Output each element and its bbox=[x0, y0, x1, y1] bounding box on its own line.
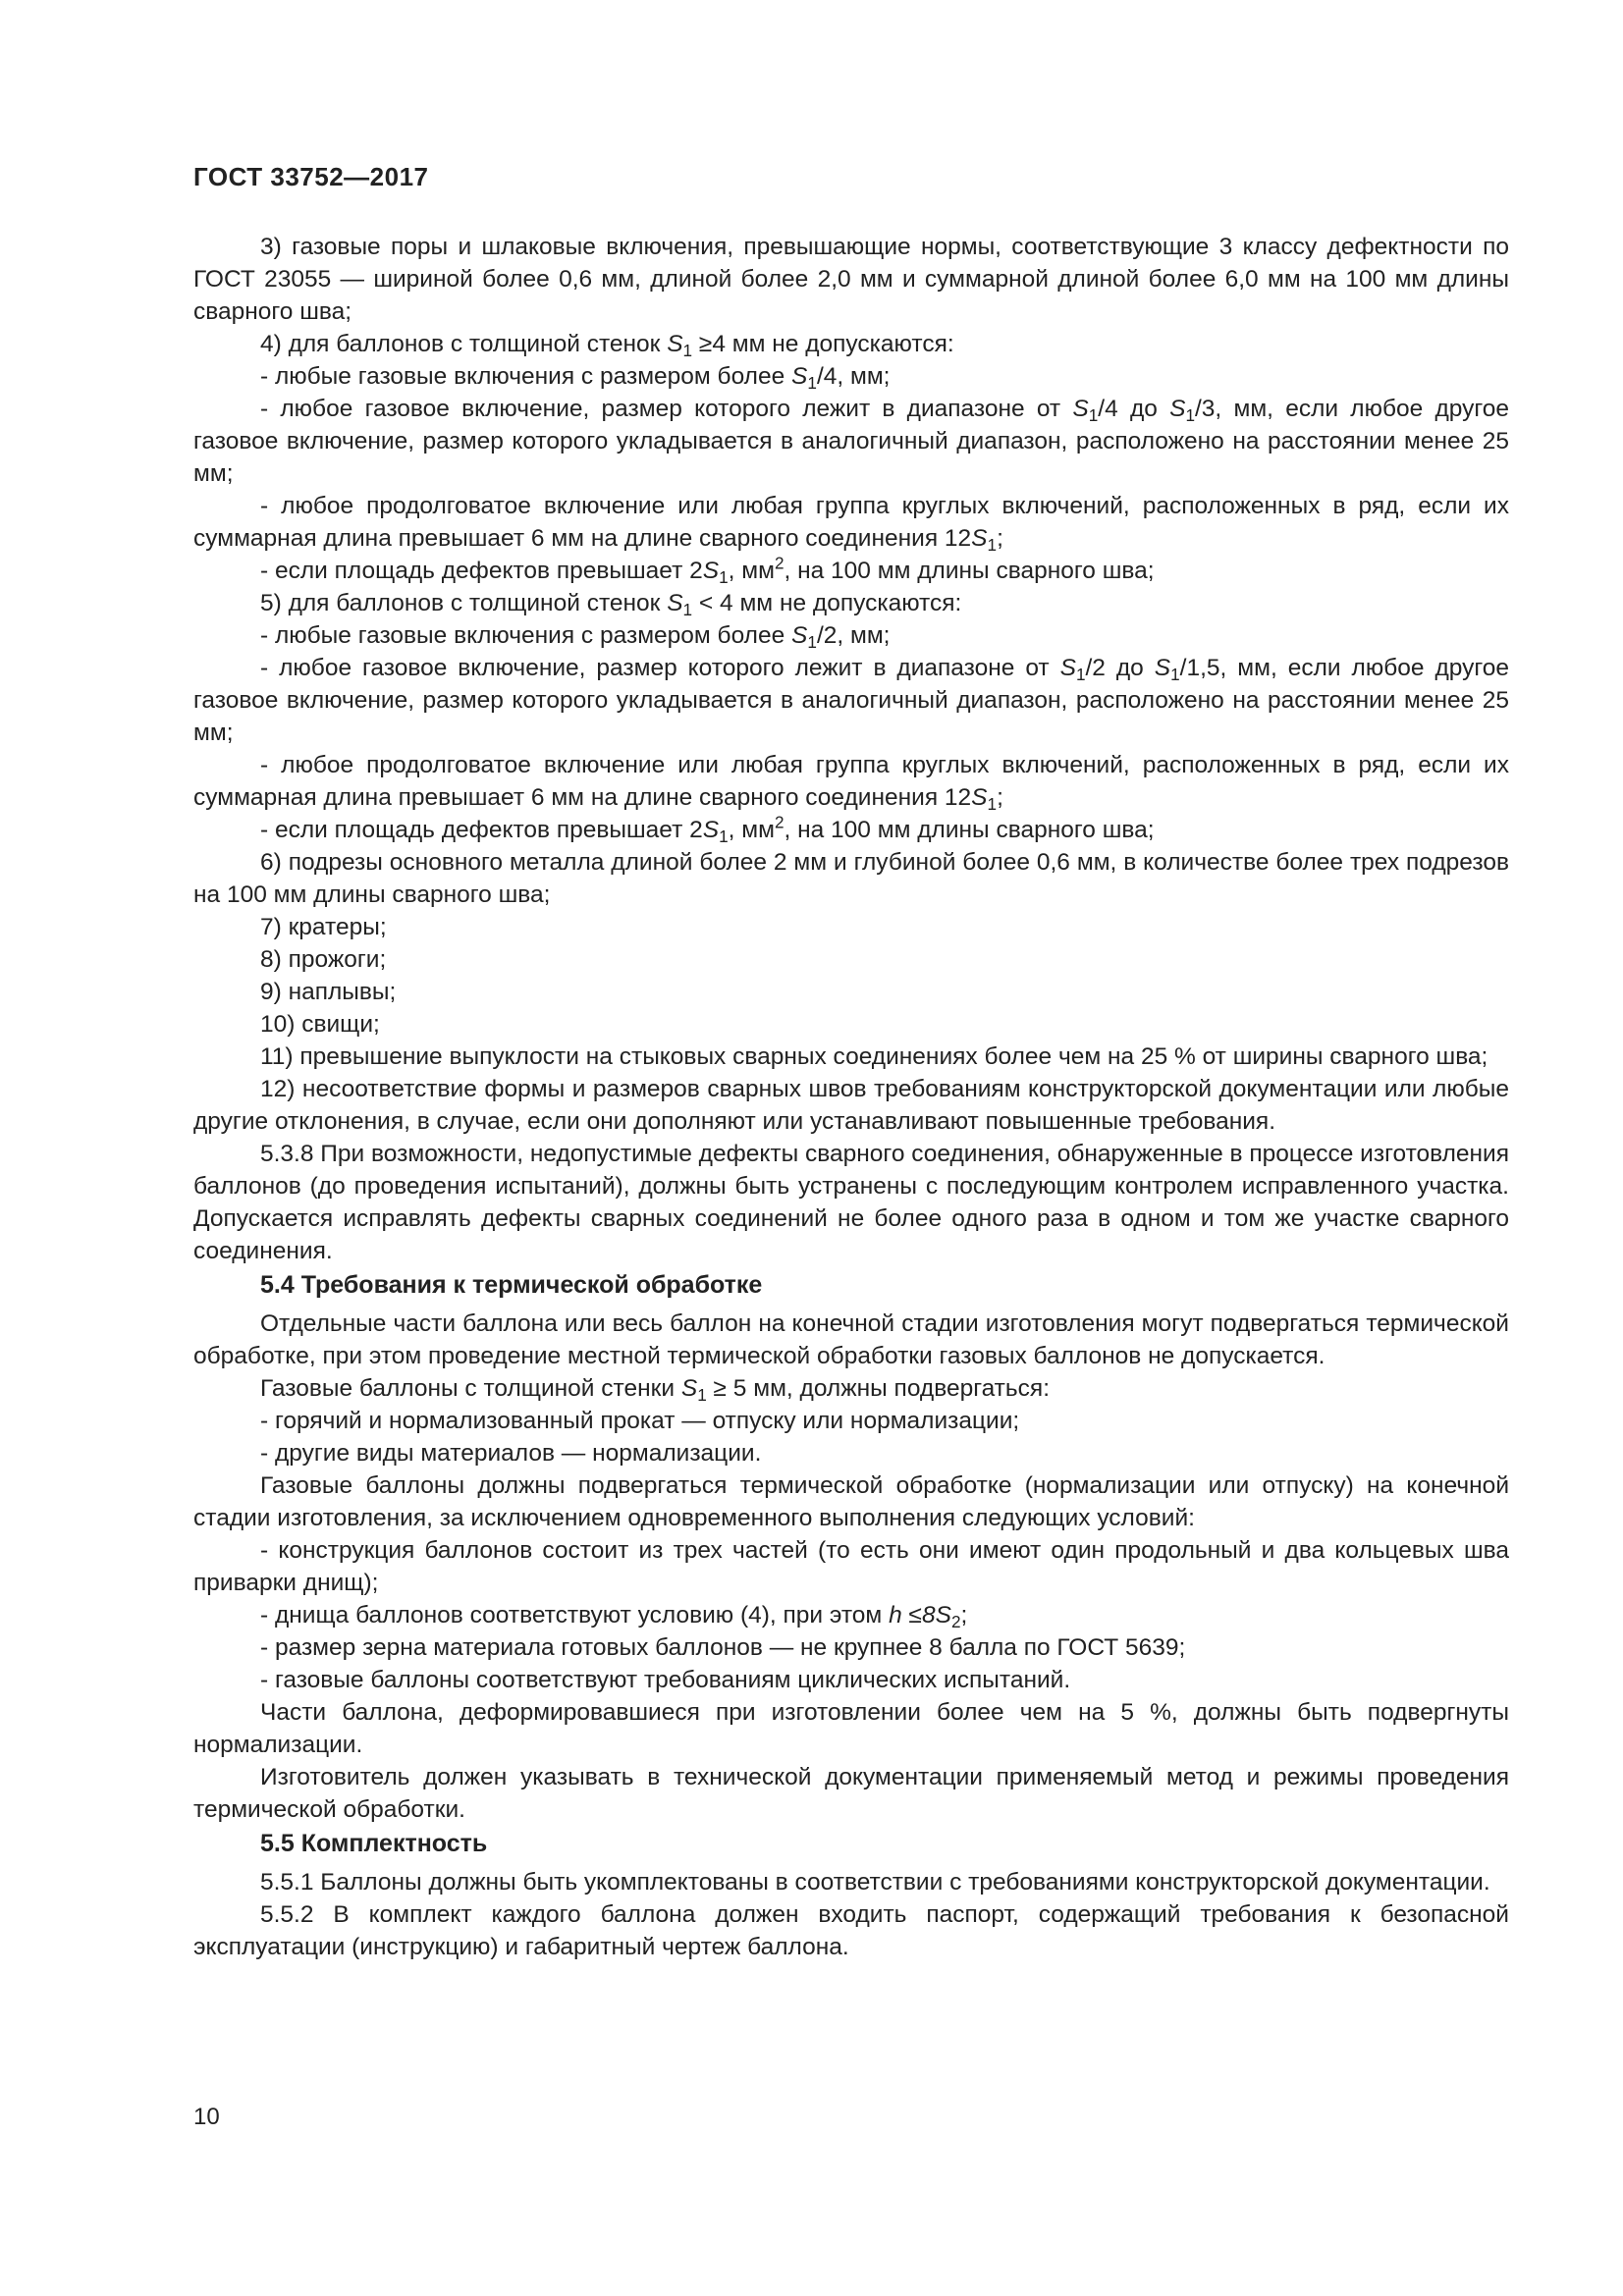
paragraph: 5.5.1 Баллоны должны быть укомплектованы в соответствии с требованиями конструкторской документации. bbox=[260, 1869, 1490, 1896]
paragraph: Газовые баллоны должны подвергаться термической обработке (нормализации или отпуску) на конечной стадии изготовления, за исключением одновременного выполнения следующих условий: bbox=[193, 1472, 1509, 1531]
paragraph: 5) для баллонов с толщиной стенок $S_1 < 4$ мм не допускаются: bbox=[260, 590, 962, 620]
list-item: - если площадь дефектов превышает $2S_1$, $мм^2$, на 100 мм длины сварного шва; bbox=[260, 812, 1155, 847]
paragraph: 11) превышение выпуклости на стыковых сварных соединениях более чем на 25 % от ширины сварного шва; bbox=[260, 1043, 1488, 1070]
page-number: 10 bbox=[193, 2104, 220, 2130]
list-item: - горячий и нормализованный прокат — отпуску или нормализации; bbox=[260, 1408, 1020, 1434]
paragraph: Отдельные части баллона или весь баллон на конечной стадии изготовления могут подвергаться термической обработке, при этом проведение местной термической обработки газовых баллонов не допускается. bbox=[193, 1310, 1509, 1369]
paragraph: 12) несоответствие формы и размеров сварных швов требованиям конструкторской документации или любые другие отклонения, в случае, если они дополняют или устанавливают повышенные требования. bbox=[193, 1076, 1509, 1135]
document-code-header: ГОСТ 33752—2017 bbox=[193, 162, 429, 191]
section-heading-5-4: 5.4 Требования к термической обработке bbox=[260, 1271, 763, 1299]
list-item: - любые газовые включения с размером более $S_1/2$, мм; bbox=[260, 622, 891, 653]
list-item: - днища баллонов соответствуют условию (4), при этом $h \le 8S_2$; bbox=[260, 1602, 968, 1632]
list-item: 8) прожоги; bbox=[260, 946, 387, 973]
list-item: - любое газовое включение, размер которого лежит в диапазоне от $S_1/2$ до $S_1/1,5$, мм, если любое другое газовое включение, размер которого укладывается в аналогичный диапазон, расположено на расстоянии менее 25 мм; bbox=[193, 655, 1509, 746]
list-item: - газовые баллоны соответствуют требованиям циклических испытаний. bbox=[260, 1667, 1071, 1693]
document-body bbox=[193, 231, 1509, 1963]
list-item: - другие виды материалов — нормализации. bbox=[260, 1440, 762, 1467]
paragraph: 4) для баллонов с толщиной стенок $S_1 \ge 4$ мм не допускаются: bbox=[260, 331, 954, 361]
list-item: - размер зерна материала готовых баллонов — не крупнее 8 балла по ГОСТ 5639; bbox=[260, 1634, 1186, 1661]
list-item: 7) кратеры; bbox=[260, 914, 387, 940]
paragraph: Газовые баллоны с толщиной стенки $S_1 \ge 5$ мм, должны подвергаться: bbox=[260, 1375, 1050, 1406]
list-item: - конструкция баллонов состоит из трех частей (то есть они имеют один продольный и два кольцевых шва приварки днищ); bbox=[193, 1537, 1509, 1596]
list-item: - любое продолговатое включение или любая группа круглых включений, расположенных в ряд, если их суммарная длина превышает 6 мм на длине сварного соединения $12S_1$; bbox=[193, 752, 1509, 815]
list-item: - если площадь дефектов превышает $2S_1$, $мм^2$, на 100 мм длины сварного шва; bbox=[260, 553, 1155, 588]
paragraph: Изготовитель должен указывать в технической документации применяемый метод и режимы проведения термической обработки. bbox=[193, 1764, 1509, 1823]
list-item: 9) наплывы; bbox=[260, 979, 397, 1005]
paragraph: 6) подрезы основного металла длиной более 2 мм и глубиной более 0,6 мм, в количестве более трех подрезов на 100 мм длины сварного шва; bbox=[193, 849, 1509, 908]
list-item: - любые газовые включения с размером более $S_1/4$, мм; bbox=[260, 363, 891, 394]
list-item: - любое продолговатое включение или любая группа круглых включений, расположенных в ряд, если их суммарная длина превышает 6 мм на длине сварного соединения $12S_1$; bbox=[193, 493, 1509, 556]
section-heading-5-5: 5.5 Комплектность bbox=[260, 1830, 488, 1857]
list-item: 10) свищи; bbox=[260, 1011, 380, 1038]
paragraph: Части баллона, деформировавшиеся при изготовлении более чем на 5 %, должны быть подвергнуты нормализации. bbox=[193, 1699, 1509, 1758]
paragraph: 5.3.8 При возможности, недопустимые дефекты сварного соединения, обнаруженные в процессе изготовления баллонов (до проведения испытаний), должны быть устранены с последующим контролем исправленного участка. Допускается исправлять дефекты сварных соединений не более одного раза в одном и том же участке сварного соединения. bbox=[193, 1141, 1510, 1264]
paragraph: 5.5.2 В комплект каждого баллона должен входить паспорт, содержащий требования к безопасной эксплуатации (инструкцию) и габаритный чертеж баллона. bbox=[193, 1901, 1509, 1960]
list-item: - любое газовое включение, размер которого лежит в диапазоне от $S_1/4$ до $S_1/3$, мм, если любое другое газовое включение, размер которого укладывается в аналогичный диапазон, расположено на расстоянии менее 25 мм; bbox=[193, 396, 1510, 487]
paragraph: 3) газовые поры и шлаковые включения, превышающие нормы, соответствующие 3 классу дефектности по ГОСТ 23055 — шириной более 0,6 мм, длиной более 2,0 мм и суммарной длиной более 6,0 мм на 100 мм длины сварного шва; bbox=[193, 234, 1509, 325]
